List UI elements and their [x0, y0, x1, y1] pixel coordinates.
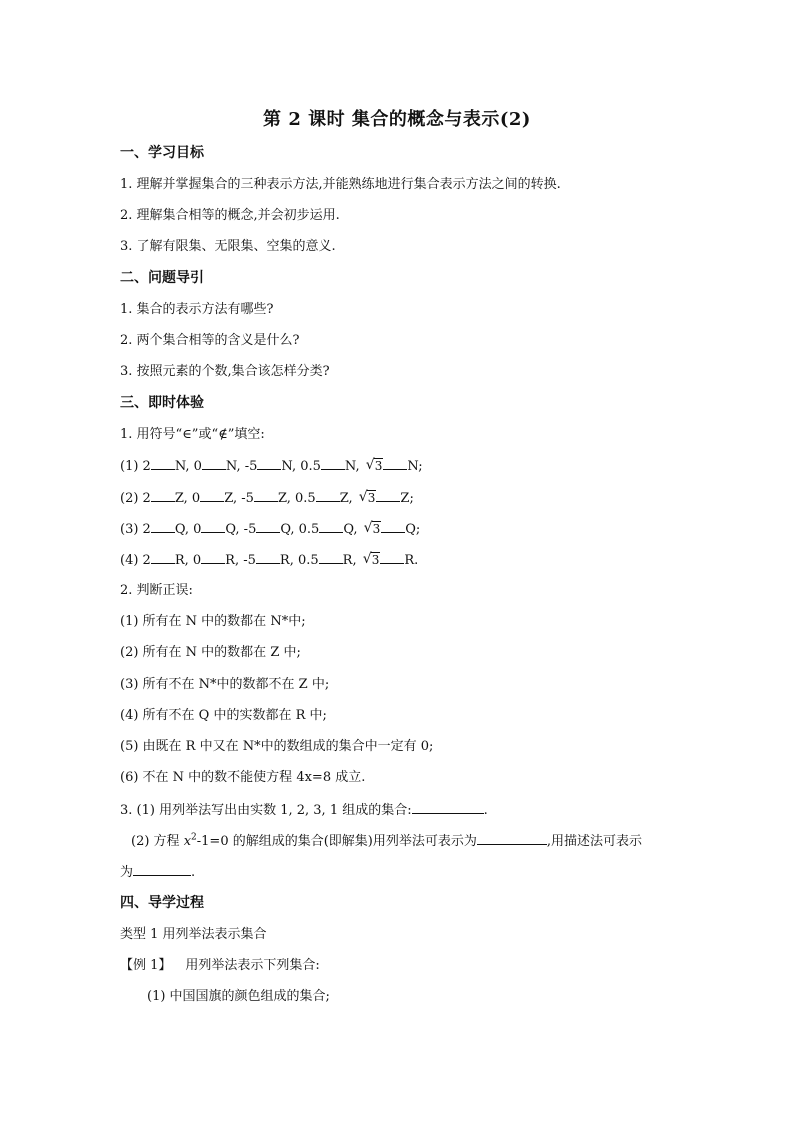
answer-blank[interactable]	[319, 520, 343, 533]
section-heading-process: 四、导学过程	[120, 895, 204, 911]
sqrt-expression: √ 3	[365, 457, 383, 473]
fill-row: (4) 2 R, 0 R, -5 R, 0.5 R, √ 3 R.	[120, 551, 419, 568]
judgment-item: (1) 所有在 N 中的数都在 N*中;	[120, 614, 306, 629]
answer-blank[interactable]	[151, 457, 175, 470]
fill-row: (3) 2 Q, 0 Q, -5 Q, 0.5 Q, √ 3 Q;	[120, 520, 421, 537]
answer-blank[interactable]	[201, 520, 225, 533]
judgment-item: (3) 所有不在 N*中的数都不在 Z 中;	[120, 677, 330, 692]
example-item: (1) 中国国旗的颜色组成的集合;	[147, 989, 330, 1004]
answer-blank[interactable]	[412, 801, 484, 814]
answer-blank[interactable]	[254, 489, 278, 502]
fill-row: (1) 2 N, 0 N, -5 N, 0.5 N, √ 3 N;	[120, 457, 423, 474]
answer-blank[interactable]	[202, 457, 226, 470]
example-label: 【例 1】	[120, 958, 172, 973]
objective-item: 1. 理解并掌握集合的三种表示方法,并能熟练地进行集合表示方法之间的转换.	[120, 177, 561, 192]
question-item: 1. 集合的表示方法有哪些?	[120, 302, 274, 317]
answer-blank[interactable]	[376, 489, 400, 502]
judgment-item: (6) 不在 N 中的数不能使方程 4x=8 成立.	[120, 770, 366, 785]
judgment-item: (2) 所有在 N 中的数都在 Z 中;	[120, 645, 301, 660]
objective-item: 2. 理解集合相等的概念,并会初步运用.	[120, 208, 340, 223]
answer-blank[interactable]	[319, 551, 343, 564]
answer-blank[interactable]	[380, 551, 404, 564]
practice-q3-2: (2) 方程 $x^2-1=0$ 的解组成的集合(即解集)用列举法可表示为 ,用描述法可表示	[131, 832, 643, 849]
fill-row: (2) 2 Z, 0 Z, -5 Z, 0.5 Z, √ 3 Z;	[120, 489, 414, 506]
page-title: 第 2 课时 集合的概念与表示(2)	[263, 109, 531, 130]
answer-blank[interactable]	[383, 457, 407, 470]
judgment-item: (4) 所有不在 Q 中的实数都在 R 中;	[120, 708, 327, 723]
type-heading: 类型 1 用列举法表示集合	[120, 927, 267, 942]
answer-blank[interactable]	[151, 520, 175, 533]
answer-blank[interactable]	[151, 489, 175, 502]
practice-q3-2-cont: 为 .	[120, 865, 196, 880]
section-heading-objectives: 一、学习目标	[120, 145, 204, 161]
answer-blank[interactable]	[151, 551, 175, 564]
sqrt-expression: √ 3	[362, 551, 380, 567]
example-text: 用列举法表示下列集合:	[185, 958, 320, 973]
section-heading-practice: 三、即时体验	[120, 395, 204, 411]
practice-q3-1: 3. (1) 用列举法写出由实数 1, 2, 3, 1 组成的集合: .	[120, 803, 488, 818]
example-line	[120, 957, 320, 975]
sqrt-expression: √ 3	[363, 520, 381, 536]
answer-blank[interactable]	[316, 489, 340, 502]
objective-item: 3. 了解有限集、无限集、空集的意义.	[120, 239, 336, 254]
answer-blank[interactable]	[256, 520, 280, 533]
answer-blank[interactable]	[381, 520, 405, 533]
answer-blank[interactable]	[133, 863, 191, 876]
sqrt-expression: √ 3	[358, 489, 376, 505]
answer-blank[interactable]	[477, 832, 547, 845]
practice-q1: 1. 用符号“∈”或“∉”填空:	[120, 427, 265, 442]
answer-blank[interactable]	[257, 457, 281, 470]
answer-blank[interactable]	[321, 457, 345, 470]
question-item: 3. 按照元素的个数,集合该怎样分类?	[120, 364, 330, 379]
judgment-item: (5) 由既在 R 中又在 N*中的数组成的集合中一定有 0;	[120, 739, 434, 754]
practice-q2: 2. 判断正误:	[120, 583, 193, 598]
answer-blank[interactable]	[201, 551, 225, 564]
answer-blank[interactable]	[256, 551, 280, 564]
section-heading-questions: 二、问题导引	[120, 270, 204, 286]
answer-blank[interactable]	[200, 489, 224, 502]
question-item: 2. 两个集合相等的含义是什么?	[120, 333, 300, 348]
